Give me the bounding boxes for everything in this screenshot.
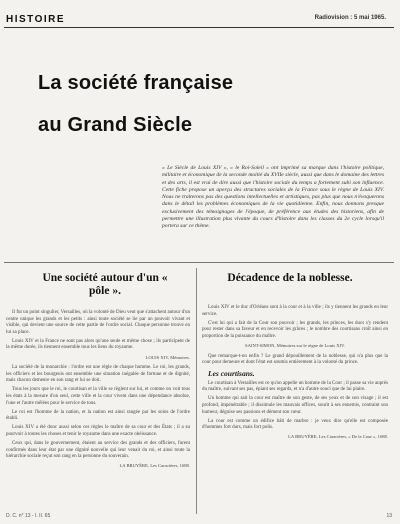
page-number: 13 — [386, 513, 392, 519]
paragraph: Que remarque-t-on enfin ? Le grand dépouillement de la noblesse, qui n'a plus que la cour pour demeure et dont l'état est soumis entièrement à la volonté du prince. — [202, 353, 388, 366]
section-divider — [4, 262, 394, 263]
paragraph: C'est lui qui a fait de la Cour son pouvoir ; les grands, les princes, les ducs s'y rendent pour rester dans sa faveur et en recevoir les grâces ; le nombre des courtisans croît ainsi en proportion de la puissance du maître. — [202, 320, 388, 339]
paragraph: Louis XIV et le duc d'Orléans sont à la cour et à la ville ; ils y tiennent les grands en leur service. — [202, 305, 388, 317]
footer-reference: D. C. n° 13 - I. II. 65 — [6, 513, 51, 519]
header-bar — [0, 14, 400, 28]
paragraph: La cour est comme un édifice bâti de marbre : je veux dire qu'elle est composée d'hommes fort durs, mais fort polis. — [202, 418, 388, 431]
subheading: Les courtisans. — [208, 369, 255, 379]
paragraph: Louis XIV a été donc aussi selon ces règles le maître de sa cour et des États ; il a su pourvoir à toutes les choses et tenir le royaume dans une exacte obéissance. — [6, 425, 190, 437]
page-title-line-2: au Grand Siècle — [38, 114, 193, 136]
paragraph: Un homme qui sait la cour est maître de son geste, de ses yeux et de son visage ; il est profond, impénétrable ; il dissimule les mauvais offices, sourit à ses ennemis, contraint son humeur, déguise ses passions et dément son cœur. — [202, 396, 388, 415]
intro-paragraph: « Le Siècle de Louis XIV », « le Roi-Soleil » ont imprimé sa marque dans l'histoire politique, militaire et économique de la seconde moitié du XVIIe siècle, aussi que dans le domaine des lettres et des arts, il est vrai de dire aussi que l'histoire sociale du temps a fortement subi son influence. Cette fiche propose un aperçu des structures sociales de la France sous le règne de Louis XIV. Nous ne traiterons pas des questions intellectuelles et artistiques, pas plus que nous n'évoquerons dans le détail les problèmes économiques de la vie quotidienne. Enfin, nous donnons presque exclusivement des témoignages de l'époque, de préférence aux études des historiens, afin de permettre une illustration plus vivante du cours d'histoire dans les classes du 2e cycle lorsqu'il portera sur ce thème. — [162, 165, 384, 230]
paragraph: Le roi est l'homme de la nation, et la nation est ainsi rangée par les soins de l'ordre établi. — [6, 409, 190, 422]
paragraph: Ceux qui, dans le gouvernement, étaient au service des grands et des officiers, furent confirmés dans leur état par une dignité nouvelle qui leur venait du roi, et ainsi toute la hiérarchie sociale reçut son rang en la personne du souverain. — [6, 441, 190, 460]
citation: LA BRUYÈRE, Les Caractères, 1688. — [119, 463, 190, 469]
paragraph: Tous les jours que le roi, le courtisan et la ville se règlent sur lui, et comme on voit tous les états à la mesure d'un seul, cette ville et la cour vivent dans une dépendance absolue, l'une et l'autre mêlées pour le service de tous. — [6, 387, 190, 406]
left-column-title: Une société autour d'un « pôle ». — [42, 272, 168, 297]
right-column-title: Décadence de la noblesse. — [227, 272, 353, 284]
right-column-body — [202, 305, 388, 445]
column-divider — [196, 268, 197, 514]
page-title-line-1: La société française — [38, 72, 234, 94]
citation: LOUIS XIV, Mémoires. — [145, 354, 190, 360]
paragraph: Il fut un point singulier, Versailles, où la volonté de Dieu veut que s'attachent autour d'un centre unique les grands et les petits : ainsi toute société se lie par un pouvoir vivant et visible, qui devient une source de cette partie de l'ordre social. Chaque personne trouve en lui sa place. — [6, 310, 190, 335]
citation: SAINT-SIMON, Mémoires sur le règne de Louis XIV. — [245, 342, 345, 348]
left-column-body — [6, 310, 190, 474]
citation: LA BRUYÈRE, Les Caractères, « De la Cour », 1688. — [288, 434, 388, 440]
paragraph: Le courtisan à Versailles est ce qu'on appelle un homme de la Cour ; il passe sa vie auprès du maître, suivant ses pas, épiant ses regards, et n'a d'autre souci que de lui plaire. — [202, 380, 388, 393]
header-rule — [4, 27, 394, 28]
paragraph: La société de la monarchie : l'ordre est une règle de chaque homme. Le roi, les grands, les officiers et les bourgeois ont ensemble une situation inégalée de fortune et de dignité, mais chacun demeure en son rang et lui se doit. — [6, 365, 190, 384]
issue-date: Radiovision : 5 mai 1965. — [314, 15, 386, 21]
paragraph: Louis XIV et la France ne sont pas alors qu'une seule et même chose ; ils participent de la même durée, ils tiennent ensemble tous les liens du royaume. — [6, 338, 190, 351]
section-rubric: HISTOIRE — [6, 14, 66, 25]
